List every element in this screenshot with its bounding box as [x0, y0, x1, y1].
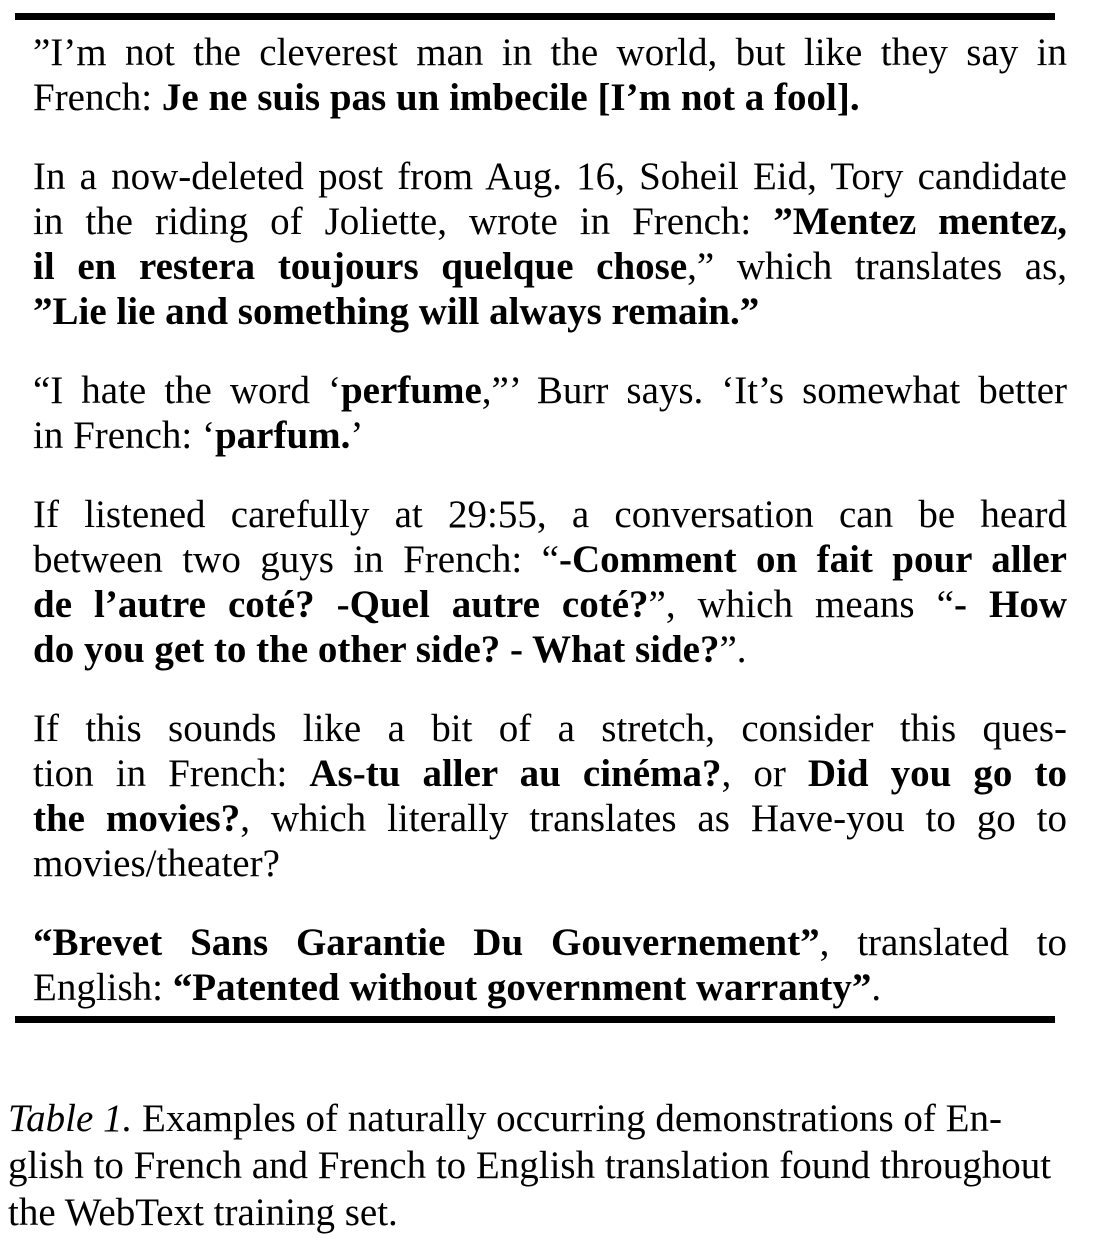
text-line: [33, 582, 1067, 627]
text-run-italic: Table 1.: [8, 1097, 133, 1140]
text-run: ”, which means “: [648, 583, 954, 626]
text-run: ,”’ Burr says. ‘It’s somewhat better: [481, 369, 1067, 412]
text-line: [8, 1095, 1089, 1142]
text-run: ’: [350, 414, 364, 457]
text-line: [33, 751, 1067, 796]
text-run: If listened carefully at 29:55, a conversation can be heard: [33, 493, 1067, 536]
text-run-bold: do you get to the other side? - What side?: [33, 628, 720, 671]
text-run: Examples of naturally occurring demonstrations of En-: [132, 1097, 1002, 1140]
text-line: [33, 796, 1067, 841]
table-paragraph: [33, 492, 1067, 672]
table-text: [33, 30, 1067, 1010]
table-paragraph: [33, 920, 1067, 1010]
text-line: [33, 841, 1067, 886]
text-run: French:: [33, 76, 162, 119]
text-run-bold: “Patented without government warranty”: [172, 966, 872, 1009]
text-run: ”.: [719, 628, 747, 671]
text-line: [33, 30, 1067, 75]
text-run-bold: As-tu aller au cinéma?: [309, 752, 722, 795]
text-line: [33, 154, 1067, 199]
text-run: ,” which translates as,: [687, 245, 1067, 288]
text-line: [33, 413, 1067, 458]
text-line: [8, 1142, 1089, 1189]
text-run: , which literally translates as Have-you to go to: [240, 797, 1067, 840]
text-run: movies/theater?: [33, 842, 280, 885]
text-run-bold: “Brevet Sans Garantie Du Gouvernement”: [33, 921, 820, 964]
text-run-bold: parfum.: [214, 414, 351, 457]
text-run: in the riding of Joliette, wrote in French:: [33, 200, 774, 243]
text-run: the WebText training set.: [8, 1191, 398, 1234]
text-line: [33, 75, 1067, 120]
text-line: [33, 627, 1067, 672]
text-run: English:: [33, 966, 173, 1009]
text-run-bold: -Comment on fait pour aller: [558, 538, 1067, 581]
text-run-bold: ”Mentez mentez,: [773, 200, 1067, 243]
text-run: ”I’m not the cleverest man in the world, but like they say in: [33, 31, 1067, 74]
text-run-bold: Je ne suis pas un imbecile [I’m not a fool].: [161, 76, 860, 119]
text-line: [8, 1189, 1089, 1236]
text-run-bold: il en restera toujours quelque chose: [33, 245, 688, 288]
text-run-bold: de l’autre coté? -Quel autre coté?: [33, 583, 649, 626]
text-line: [33, 537, 1067, 582]
text-line: [33, 289, 1067, 334]
text-run: In a now-deleted post from Aug. 16, Soheil Eid, Tory candidate: [33, 155, 1067, 198]
text-line: [33, 368, 1067, 413]
table-paragraph: [33, 706, 1067, 886]
table-caption: [8, 1095, 1089, 1236]
text-run-bold: - How: [953, 583, 1067, 626]
text-run: .: [871, 966, 882, 1009]
text-run-bold: ”Lie lie and something will always remain.”: [33, 290, 760, 333]
text-line: [33, 965, 1067, 1010]
text-run: , translated to: [819, 921, 1067, 964]
text-line: [33, 492, 1067, 537]
text-run-bold: Did you go to: [807, 752, 1067, 795]
text-run: If this sounds like a bit of a stretch, consider this ques-: [33, 707, 1067, 750]
table-paragraph: [33, 368, 1067, 458]
text-line: [33, 244, 1067, 289]
text-run: , or: [721, 752, 808, 795]
text-run-bold: perfume: [340, 369, 482, 412]
table-paragraph: [33, 30, 1067, 120]
text-run-bold: the movies?: [33, 797, 241, 840]
text-line: [33, 706, 1067, 751]
table-top-rule: [15, 13, 1055, 20]
text-run: in French: ‘: [33, 414, 215, 457]
text-run: tion in French:: [33, 752, 310, 795]
text-line: [33, 199, 1067, 244]
text-line: [33, 920, 1067, 965]
table-paragraph: [33, 154, 1067, 334]
table-bottom-rule: [15, 1016, 1055, 1023]
text-run: between two guys in French: “: [33, 538, 559, 581]
text-run: glish to French and French to English translation found throughout: [8, 1144, 1052, 1187]
text-run: “I hate the word ‘: [33, 369, 341, 412]
